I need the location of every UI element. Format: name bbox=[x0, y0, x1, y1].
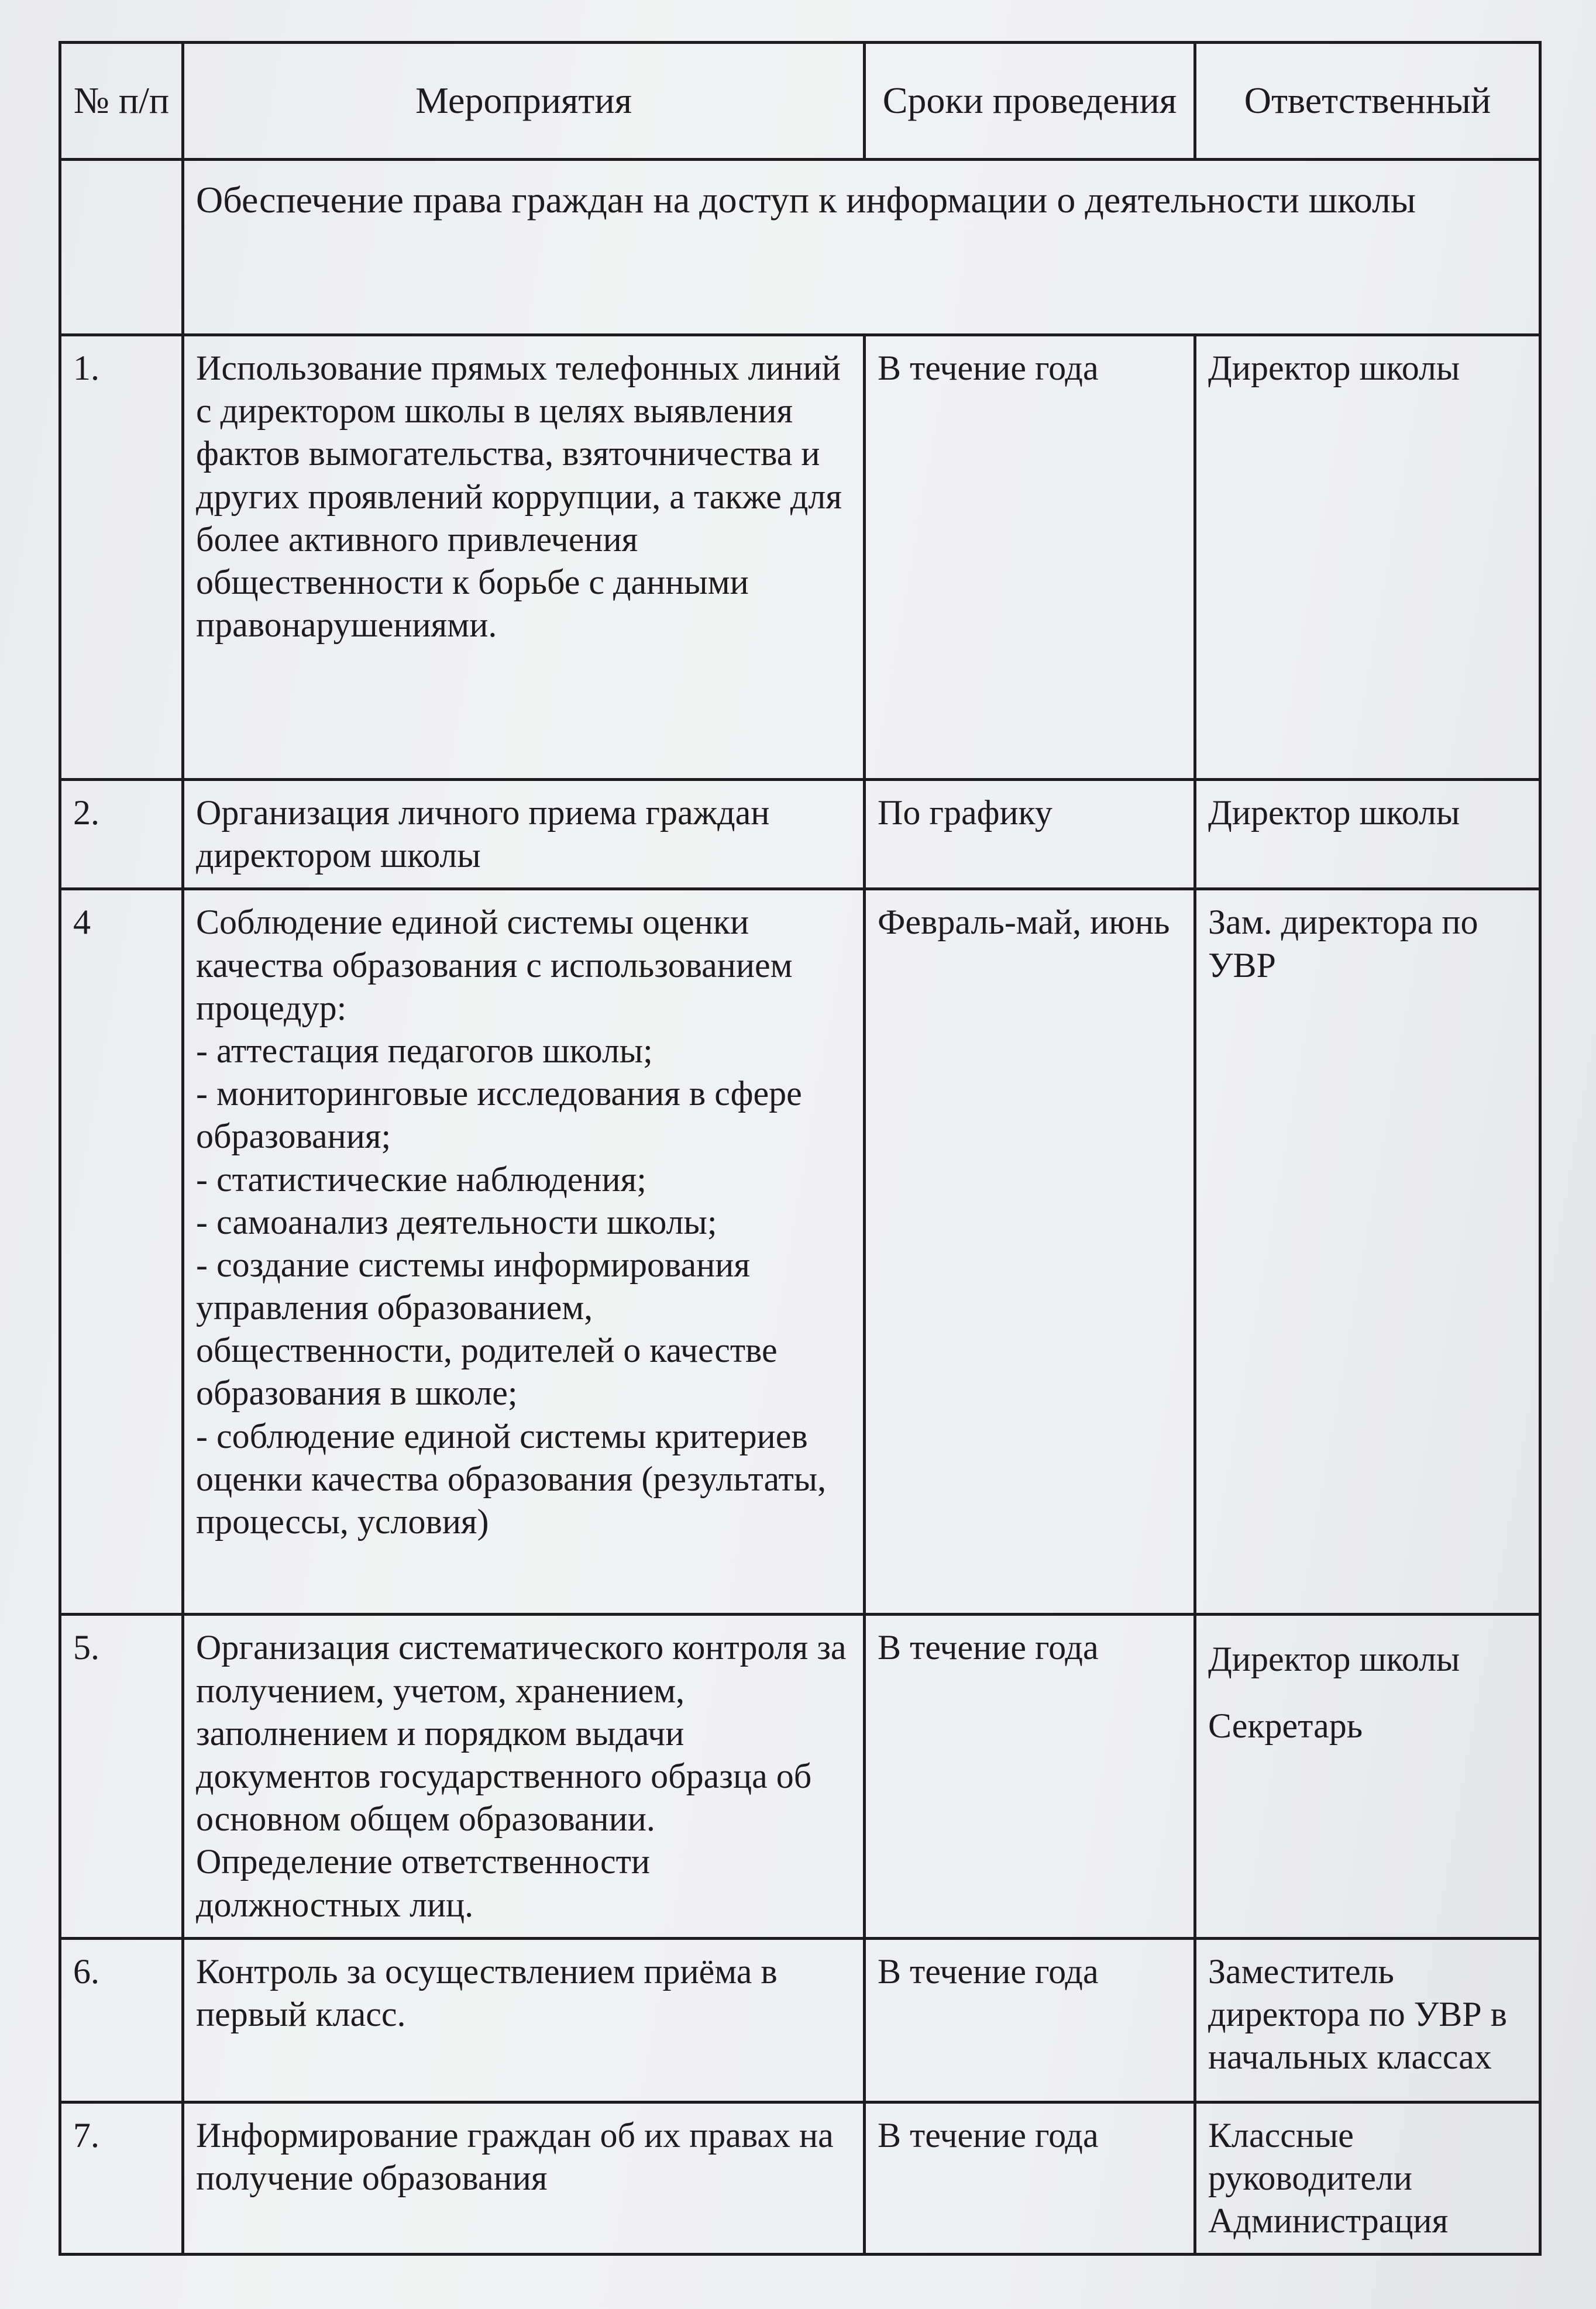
row-responsible bbox=[1195, 2102, 1540, 2255]
section-row bbox=[60, 160, 1540, 335]
row-event: Информирование граждан об их правах на получение образования bbox=[183, 2102, 865, 2255]
list-item: - аттестация педагогов школы; bbox=[196, 1031, 653, 1070]
table-row bbox=[60, 780, 1540, 889]
row-event: Контроль за осуществлением приёма в первый класс. bbox=[183, 1938, 865, 2102]
row-dates: В течение года bbox=[865, 1615, 1195, 1938]
row-responsible-primary: Классные руководители bbox=[1208, 2115, 1413, 2197]
row-responsible-secondary: Секретарь bbox=[1208, 1706, 1363, 1745]
row-event: Организация систематического контроля за получением, учетом, хранением, заполнением и порядком выдачи документов государственного образца об основном общем образовании. Определение ответственности должностных лиц. bbox=[183, 1615, 865, 1938]
row-number: 1. bbox=[60, 335, 183, 780]
list-item: - статистические наблюдения; bbox=[196, 1159, 646, 1199]
row-dates: В течение года bbox=[865, 335, 1195, 780]
list-item: - мониторинговые исследования в сфере образования; bbox=[196, 1074, 802, 1156]
header-num: № п/п bbox=[60, 43, 183, 160]
events-table bbox=[59, 41, 1542, 2256]
procedure-list bbox=[196, 1030, 851, 1543]
row-responsible-primary: Директор школы bbox=[1208, 1640, 1460, 1679]
row-number: 7. bbox=[60, 2102, 183, 2255]
row-responsible: Директор школы bbox=[1195, 780, 1540, 889]
row-event-intro: Соблюдение единой системы оценки качества образования с использованием процедур: bbox=[196, 903, 793, 1027]
row-event bbox=[183, 889, 865, 1615]
row-dates: В течение года bbox=[865, 1938, 1195, 2102]
section-num-cell bbox=[60, 160, 183, 335]
table-row bbox=[60, 889, 1540, 1615]
header-responsible: Ответственный bbox=[1195, 43, 1540, 160]
row-responsible bbox=[1195, 1615, 1540, 1938]
table-row bbox=[60, 2102, 1540, 2255]
row-responsible: Директор школы bbox=[1195, 335, 1540, 780]
row-responsible: Зам. директора по УВР bbox=[1195, 889, 1540, 1615]
row-responsible-secondary: Администрация bbox=[1208, 2201, 1449, 2241]
table-row bbox=[60, 335, 1540, 780]
row-number: 4 bbox=[60, 889, 183, 1615]
row-number: 6. bbox=[60, 1938, 183, 2102]
row-event: Использование прямых телефонных линий с директором школы в целях выявления фактов вымогательства, взяточничества и других проявлений коррупции, а также для более активного привлечения общественности к борьбе с данными правонарушениями. bbox=[183, 335, 865, 780]
section-title: Обеспечение права граждан на доступ к информации о деятельности школы bbox=[183, 160, 1540, 335]
row-responsible: Заместитель директора по УВР в начальных классах bbox=[1195, 1938, 1540, 2102]
list-item: - соблюдение единой системы критериев оценки качества образования (результаты, процессы, условия) bbox=[196, 1416, 827, 1541]
header-row bbox=[60, 43, 1540, 160]
row-event: Организация личного приема граждан директором школы bbox=[183, 780, 865, 889]
row-dates: В течение года bbox=[865, 2102, 1195, 2255]
header-event: Мероприятия bbox=[183, 43, 865, 160]
list-item: - самоанализ деятельности школы; bbox=[196, 1202, 717, 1241]
header-dates: Сроки проведения bbox=[865, 43, 1195, 160]
row-number: 2. bbox=[60, 780, 183, 889]
list-item: - создание системы информирования управления образованием, общественности, родителей о качестве образования в школе; bbox=[196, 1245, 778, 1413]
row-number: 5. bbox=[60, 1615, 183, 1938]
row-dates: По графику bbox=[865, 780, 1195, 889]
table-row bbox=[60, 1938, 1540, 2102]
table-row bbox=[60, 1615, 1540, 1938]
row-dates: Февраль-май, июнь bbox=[865, 889, 1195, 1615]
